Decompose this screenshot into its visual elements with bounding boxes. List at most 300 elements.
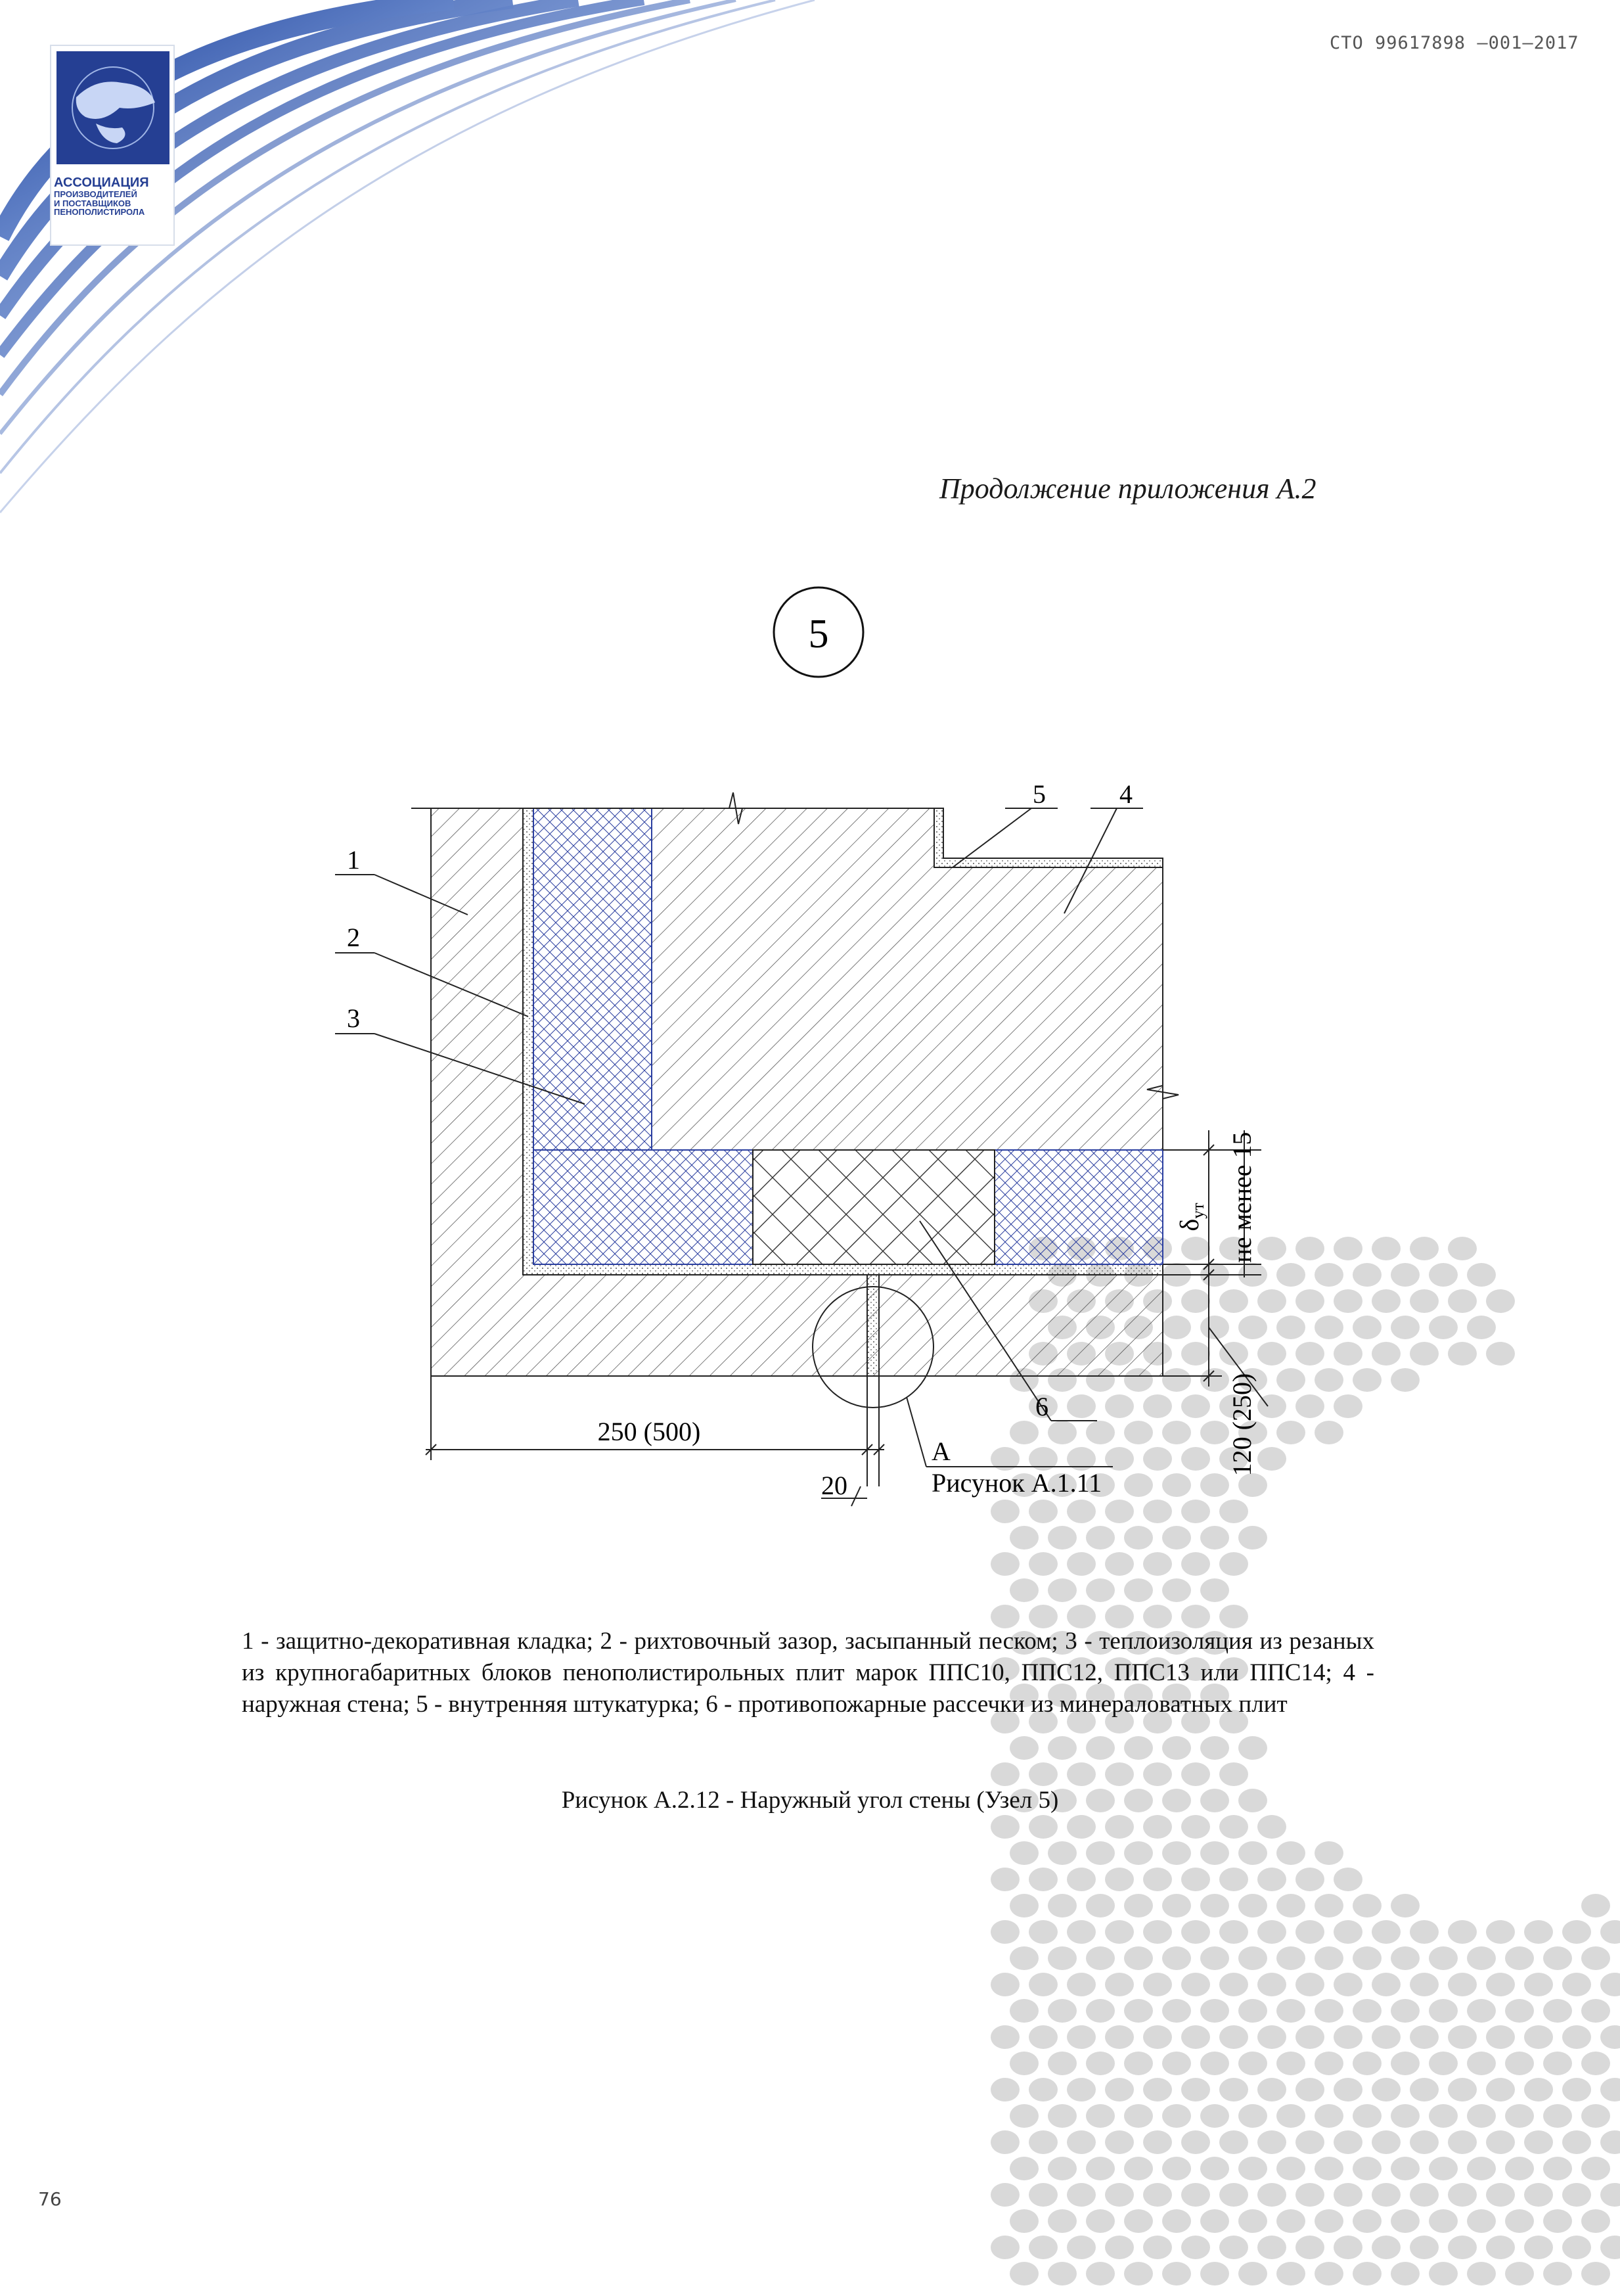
decor-dot	[1105, 2078, 1134, 2101]
callout-1: 1	[347, 845, 360, 875]
decor-dot	[1067, 1920, 1096, 1944]
decor-dot	[1124, 2209, 1153, 2233]
decor-dot	[1200, 2104, 1229, 2128]
decor-dot	[1581, 2104, 1610, 2128]
decor-dot	[1181, 2130, 1210, 2154]
decor-dot	[1543, 1999, 1572, 2023]
decor-dot	[1219, 2130, 1248, 2154]
decor-dot	[1010, 2262, 1039, 2285]
decor-dot	[1029, 1868, 1058, 1891]
decor-dot	[1543, 2104, 1572, 2128]
decor-dot	[1086, 1999, 1115, 2023]
decor-dot	[1562, 2130, 1591, 2154]
decor-dot	[1353, 2209, 1382, 2233]
decor-dot	[1048, 1999, 1077, 2023]
decor-dot	[1562, 2025, 1591, 2049]
decor-dot	[1029, 2078, 1058, 2101]
decor-dot	[1505, 1999, 1534, 2023]
decor-dot	[1181, 2236, 1210, 2259]
decor-dot	[1581, 2157, 1610, 2180]
decor-dot	[1048, 2052, 1077, 2075]
decor-dot	[991, 1762, 1020, 1786]
decor-dot	[1429, 1946, 1458, 1970]
decor-dot	[1029, 1605, 1058, 1628]
decor-dot	[1276, 2262, 1305, 2285]
callout-3: 3	[347, 1003, 360, 1033]
decor-dot	[1219, 2183, 1248, 2207]
decor-dot	[1029, 2025, 1058, 2049]
decor-dot	[1486, 2078, 1515, 2101]
document-code: СТО 99617898 –001–2017	[1330, 33, 1579, 53]
decor-dot	[1257, 1868, 1286, 1891]
decor-dot	[1200, 2157, 1229, 2180]
decor-dot	[991, 2236, 1020, 2259]
decor-dot	[1448, 1920, 1477, 1944]
decor-dot	[1143, 1605, 1172, 1628]
decor-dot	[1257, 2236, 1286, 2259]
decor-dot	[1010, 1894, 1039, 1917]
decor-dot	[1543, 2052, 1572, 2075]
decor-dot	[1067, 1815, 1096, 1839]
expansion-joint	[867, 1275, 879, 1376]
decor-dot	[1391, 2104, 1420, 2128]
decor-dot	[1105, 2130, 1134, 2154]
decor-dot	[1467, 1946, 1496, 1970]
decor-dot	[1410, 2130, 1439, 2154]
decor-dot	[1238, 2052, 1267, 2075]
decor-dot	[1467, 2209, 1496, 2233]
decor-dot	[1276, 1946, 1305, 1970]
decor-dot	[1124, 1894, 1153, 1917]
decor-dot	[1505, 2262, 1534, 2285]
decor-dot	[1448, 2236, 1477, 2259]
decor-dot	[1162, 2157, 1191, 2180]
decor-dot	[1505, 2052, 1534, 2075]
decor-dot	[1467, 2104, 1496, 2128]
decor-dot	[1334, 2236, 1362, 2259]
min-thickness-label: не менее 15	[1227, 1132, 1257, 1263]
decor-dot	[1486, 1973, 1515, 1996]
internal-plaster	[934, 808, 1163, 867]
decor-dot	[1067, 2078, 1096, 2101]
decor-dot	[1410, 2025, 1439, 2049]
decor-dot	[1257, 1815, 1286, 1839]
decor-dot	[1276, 2209, 1305, 2233]
decor-dot	[1600, 2236, 1620, 2259]
decor-dot	[1181, 2025, 1210, 2049]
logo-line-2: ПРОИЗВОДИТЕЛЕЙ	[54, 189, 137, 199]
decor-dot	[1181, 1973, 1210, 1996]
decor-dot	[1353, 1999, 1382, 2023]
decor-dot	[1562, 2078, 1591, 2101]
insulation-thickness	[1175, 1203, 1207, 1231]
decor-dot	[1067, 2025, 1096, 2049]
callout-2: 2	[347, 923, 360, 952]
decor-dot	[1105, 1868, 1134, 1891]
decor-dot	[1105, 2236, 1134, 2259]
section-title: Продолжение приложения А.2	[939, 472, 1316, 505]
decor-dot	[1162, 2104, 1191, 2128]
decor-dot	[1372, 2078, 1401, 2101]
decor-dot	[1467, 2157, 1496, 2180]
eps-insulation-horizontal-left	[533, 1150, 753, 1264]
decor-dot	[1105, 1815, 1134, 1839]
decor-dot	[1067, 1868, 1096, 1891]
decor-dot	[1105, 1605, 1134, 1628]
decor-dot	[1429, 2262, 1458, 2285]
decor-dot	[1219, 1815, 1248, 1839]
decor-dot	[1143, 1868, 1172, 1891]
decor-dot	[1238, 2157, 1267, 2180]
decor-dot	[1353, 2157, 1382, 2180]
decor-dot	[1276, 1841, 1305, 1865]
decor-dot	[1162, 1894, 1191, 1917]
decor-dot	[1181, 2183, 1210, 2207]
decor-dot	[1010, 2104, 1039, 2128]
decor-dot	[1429, 2104, 1458, 2128]
decor-dot	[991, 2130, 1020, 2154]
decor-dot	[1219, 2236, 1248, 2259]
decor-dot	[1200, 1736, 1229, 1760]
decor-dot	[1048, 1736, 1077, 1760]
decor-dot	[1524, 1973, 1553, 1996]
decor-dot	[1353, 2262, 1382, 2285]
decor-dot	[1048, 1946, 1077, 1970]
decor-dot	[1162, 1999, 1191, 2023]
decor-dot	[1410, 2183, 1439, 2207]
decor-dot	[991, 2078, 1020, 2101]
decor-dot	[991, 2183, 1020, 2207]
decor-dot	[1219, 1920, 1248, 1944]
decor-dot	[1391, 1999, 1420, 2023]
callout-4: 4	[1119, 779, 1133, 809]
decor-dot	[1505, 2157, 1534, 2180]
decor-dot	[1467, 2262, 1496, 2285]
decor-dot	[1257, 1973, 1286, 1996]
decor-dot	[1353, 2052, 1382, 2075]
dimension-gap: 20	[821, 1471, 847, 1500]
decor-dot	[1010, 1736, 1039, 1760]
decor-dot	[1524, 2183, 1553, 2207]
decor-dot	[1505, 1946, 1534, 1970]
decor-dot	[1124, 1736, 1153, 1760]
decor-dot	[1410, 2078, 1439, 2101]
decor-dot	[1124, 1578, 1153, 1602]
decor-dot	[1581, 2262, 1610, 2285]
decor-dot	[1067, 1605, 1096, 1628]
decor-dot	[1219, 2078, 1248, 2101]
decor-dot	[991, 1973, 1020, 1996]
decor-dot	[1257, 1920, 1286, 1944]
decor-dot	[1486, 2130, 1515, 2154]
decor-dot	[1010, 1946, 1039, 1970]
callout-5: 5	[1033, 779, 1046, 809]
decor-dot	[1391, 2209, 1420, 2233]
decor-dot	[1086, 1946, 1115, 1970]
decor-dot	[1086, 2052, 1115, 2075]
decor-dot	[1429, 2052, 1458, 2075]
decor-dot	[1315, 2262, 1343, 2285]
decor-dot	[1276, 2052, 1305, 2075]
decor-dot	[1162, 1946, 1191, 1970]
decor-dot	[1295, 2130, 1324, 2154]
decor-dot	[1238, 2262, 1267, 2285]
decor-dot	[1219, 2025, 1248, 2049]
decor-dot	[1257, 2130, 1286, 2154]
decor-dot	[1448, 1973, 1477, 1996]
decor-dot	[1143, 2025, 1172, 2049]
decor-dot	[1219, 1973, 1248, 1996]
decor-dot	[1048, 2262, 1077, 2285]
decor-dot	[1486, 2183, 1515, 2207]
decor-dot	[1391, 1894, 1420, 1917]
decor-dot	[1238, 1736, 1267, 1760]
decor-dot	[1143, 1973, 1172, 1996]
decor-dot	[1391, 2157, 1420, 2180]
decor-dot	[1162, 1578, 1191, 1602]
logo-line-1: АССОЦИАЦИЯ	[54, 175, 149, 190]
decor-dot	[1124, 2157, 1153, 2180]
decor-dot	[1067, 1973, 1096, 1996]
decor-dot	[1295, 2183, 1324, 2207]
decor-dot	[1562, 2183, 1591, 2207]
decor-dot	[1600, 2130, 1620, 2154]
decor-dot	[1181, 1920, 1210, 1944]
decor-dot	[1505, 2104, 1534, 2128]
decor-dot	[1372, 1920, 1401, 1944]
decor-dot	[1162, 1736, 1191, 1760]
decor-dot	[1600, 1973, 1620, 1996]
decor-dot	[1200, 1999, 1229, 2023]
eps-insulation-horizontal-right	[995, 1150, 1163, 1264]
decor-dot	[1581, 2209, 1610, 2233]
decor-dot	[1048, 1841, 1077, 1865]
decor-dot	[1010, 2157, 1039, 2180]
decor-dot	[1048, 2157, 1077, 2180]
page-number: 76	[38, 2188, 62, 2210]
decor-dot	[1467, 1999, 1496, 2023]
decor-dot	[1372, 2236, 1401, 2259]
logo-line-3: И ПОСТАВЩИКОВ	[54, 198, 131, 208]
fire-break	[753, 1150, 995, 1264]
decor-dot	[1143, 2078, 1172, 2101]
decor-dot	[1353, 1894, 1382, 1917]
detail-label: А	[932, 1436, 951, 1466]
decor-dot	[1010, 1578, 1039, 1602]
decor-dot	[1543, 1946, 1572, 1970]
decor-dot	[1219, 1605, 1248, 1628]
detail-reference: Рисунок А.1.11	[932, 1468, 1102, 1498]
decor-dot	[1200, 2052, 1229, 2075]
decor-dot	[1410, 2236, 1439, 2259]
decor-dot	[1086, 1841, 1115, 1865]
decor-dot	[1067, 1762, 1096, 1786]
decor-dot	[1067, 2130, 1096, 2154]
decor-dot	[1562, 1973, 1591, 1996]
decor-dot	[1315, 1946, 1343, 1970]
decor-dot	[1086, 1578, 1115, 1602]
decor-dot	[1581, 2052, 1610, 2075]
decor-dot	[1334, 1920, 1362, 1944]
decor-dot	[991, 2025, 1020, 2049]
decor-dot	[1238, 1999, 1267, 2023]
decor-dot	[1048, 2209, 1077, 2233]
decor-dot	[1200, 2262, 1229, 2285]
decor-dot	[1429, 2157, 1458, 2180]
node-number: 5	[808, 612, 829, 656]
decor-dot	[1295, 1973, 1324, 1996]
decor-dot	[1029, 2183, 1058, 2207]
decor-dot	[1276, 2104, 1305, 2128]
decor-dot	[1543, 2209, 1572, 2233]
decor-dot	[1086, 2157, 1115, 2180]
decor-dot	[1029, 1973, 1058, 1996]
decor-dot	[1276, 1894, 1305, 1917]
decor-dot	[1295, 2078, 1324, 2101]
decor-dot	[1238, 2209, 1267, 2233]
decor-dot	[1334, 2130, 1362, 2154]
decor-dot	[1600, 2025, 1620, 2049]
decor-dot	[1315, 2104, 1343, 2128]
decor-dot	[1391, 2052, 1420, 2075]
decor-dot	[1124, 1999, 1153, 2023]
decor-dot	[1086, 1736, 1115, 1760]
decor-dot	[1353, 2104, 1382, 2128]
dimension-height: 120 (250)	[1227, 1373, 1257, 1477]
decor-dot	[1276, 1999, 1305, 2023]
decor-dot	[1524, 1920, 1553, 1944]
decor-dot	[991, 1605, 1020, 1628]
decor-dot	[1238, 1894, 1267, 1917]
decor-dot	[1295, 1868, 1324, 1891]
decor-dot	[1238, 2104, 1267, 2128]
decor-dot	[1181, 1762, 1210, 1786]
decor-dot	[1010, 1999, 1039, 2023]
decor-dot	[1486, 2025, 1515, 2049]
decor-dot	[1238, 1841, 1267, 1865]
decor-dot	[1257, 2025, 1286, 2049]
decor-dot	[1067, 2236, 1096, 2259]
decor-dot	[1200, 1946, 1229, 1970]
decor-dot	[1181, 2078, 1210, 2101]
decor-dot	[1029, 2236, 1058, 2259]
decor-dot	[1600, 1920, 1620, 1944]
decor-dot	[991, 1868, 1020, 1891]
decor-dot	[1124, 2262, 1153, 2285]
callout-6: 6	[1035, 1392, 1048, 1421]
decor-dot	[1334, 2183, 1362, 2207]
decor-dot	[1143, 1762, 1172, 1786]
decor-dot	[1372, 1973, 1401, 1996]
decor-dot	[1086, 1894, 1115, 1917]
decor-dot	[1143, 2236, 1172, 2259]
decor-dot	[1391, 1946, 1420, 1970]
decor-dot	[1600, 2078, 1620, 2101]
decor-dot	[1372, 2183, 1401, 2207]
decor-dot	[1048, 1894, 1077, 1917]
decor-dot	[1105, 1920, 1134, 1944]
decor-dot	[1029, 1920, 1058, 1944]
decor-dot	[1086, 2262, 1115, 2285]
decor-dot	[1410, 1973, 1439, 1996]
insulation-subscript: ут	[1188, 1203, 1207, 1219]
decor-dot	[1162, 1841, 1191, 1865]
decor-dot	[1524, 2130, 1553, 2154]
decor-dot	[1524, 2078, 1553, 2101]
decor-dot	[1543, 2157, 1572, 2180]
decor-dot	[1010, 1841, 1039, 1865]
decor-dot	[1448, 2183, 1477, 2207]
decor-dot	[1238, 1946, 1267, 1970]
decor-dot	[1067, 2183, 1096, 2207]
decor-dot	[1105, 1973, 1134, 1996]
decor-dot	[991, 1920, 1020, 1944]
decor-dot	[1029, 1815, 1058, 1839]
decor-dot	[1181, 1605, 1210, 1628]
decor-dot	[1410, 1920, 1439, 1944]
decor-dot	[1429, 2209, 1458, 2233]
decor-dot	[1315, 2052, 1343, 2075]
decor-dot	[1334, 1868, 1362, 1891]
decor-dot	[1429, 1999, 1458, 2023]
decor-dot	[1276, 2157, 1305, 2180]
decor-dot	[1124, 1841, 1153, 1865]
decor-dot	[1581, 1946, 1610, 1970]
decor-dot	[1524, 2236, 1553, 2259]
decor-dot	[1295, 1920, 1324, 1944]
decor-dot	[1162, 2052, 1191, 2075]
decor-dot	[1124, 2052, 1153, 2075]
decor-dot	[1562, 2236, 1591, 2259]
decor-dot	[1181, 1868, 1210, 1891]
decor-dot	[1581, 1894, 1610, 1917]
decor-dot	[1467, 2052, 1496, 2075]
decor-dot	[1581, 1999, 1610, 2023]
decor-dot	[1315, 1894, 1343, 1917]
decor-dot	[1600, 2183, 1620, 2207]
decor-dot	[1353, 1946, 1382, 1970]
decor-dot	[1524, 2025, 1553, 2049]
decor-dot	[1448, 2025, 1477, 2049]
decor-dot	[1010, 2209, 1039, 2233]
decor-dot	[1200, 1578, 1229, 1602]
decor-dot	[1162, 2209, 1191, 2233]
decor-dot	[1143, 1920, 1172, 1944]
dimension-width: 250 (500)	[597, 1417, 701, 1446]
decor-dot	[1486, 1920, 1515, 1944]
decor-dot	[1105, 2025, 1134, 2049]
decor-dot	[1048, 1578, 1077, 1602]
logo-line-4: ПЕНОПОЛИСТИРОЛА	[54, 207, 145, 218]
decor-dot	[1010, 2052, 1039, 2075]
decor-dot	[1372, 2025, 1401, 2049]
decor-dot	[1124, 2104, 1153, 2128]
decor-dot	[1562, 1920, 1591, 1944]
decor-dot	[1295, 2236, 1324, 2259]
decor-dot	[1200, 1894, 1229, 1917]
figure-caption: Рисунок А.2.12 - Наружный угол стены (Узел 5)	[561, 1787, 1059, 1814]
decor-dot	[1219, 1868, 1248, 1891]
decor-dot	[1086, 2209, 1115, 2233]
eps-insulation-vertical	[533, 808, 652, 1150]
decor-dot	[1124, 1946, 1153, 1970]
decor-dot	[1448, 2078, 1477, 2101]
decor-dot	[1105, 2183, 1134, 2207]
decor-dot	[1334, 2025, 1362, 2049]
decor-dot	[1372, 2130, 1401, 2154]
decor-dot	[1162, 2262, 1191, 2285]
decor-dot	[1505, 2209, 1534, 2233]
